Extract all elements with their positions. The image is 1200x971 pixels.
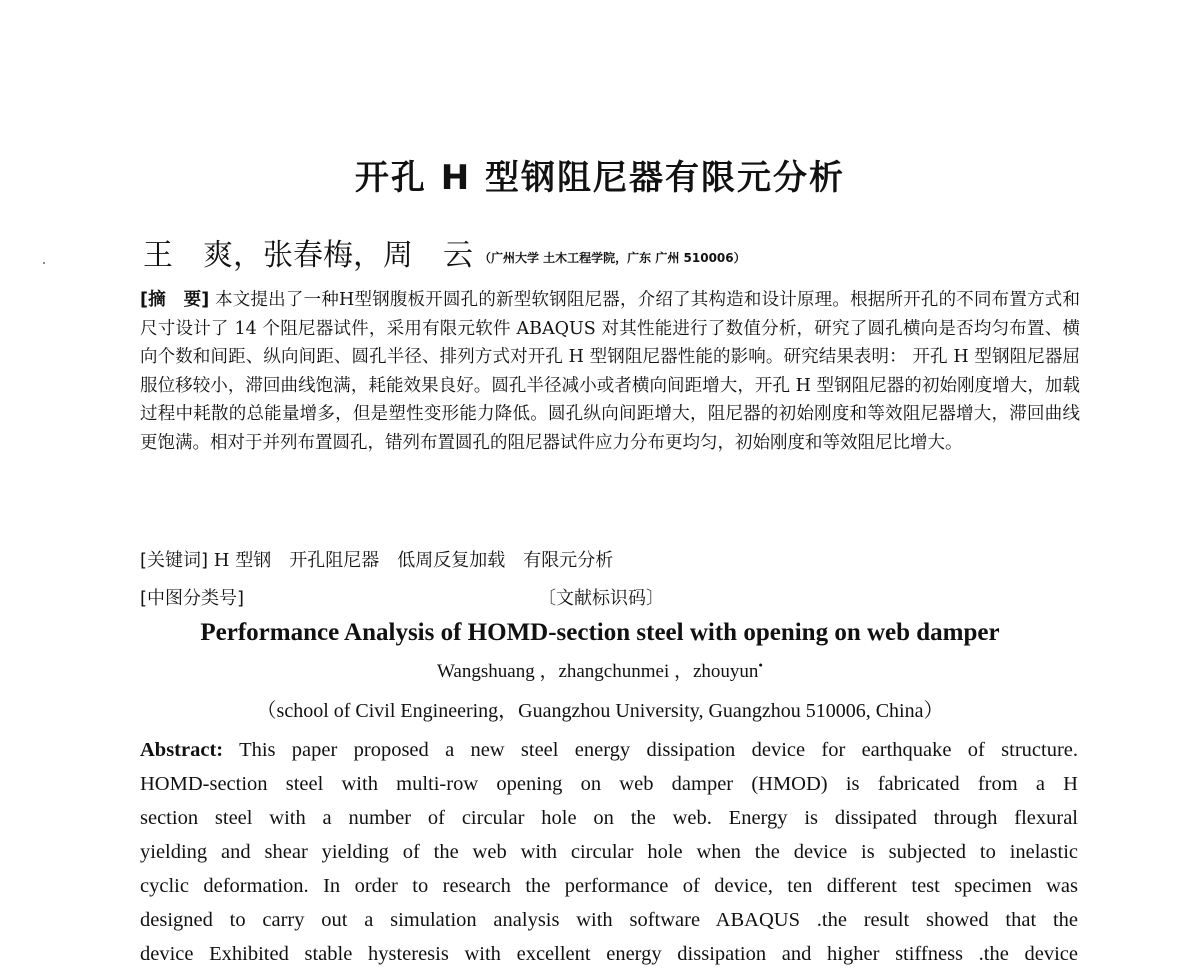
english-affiliation: （school of Civil Engineering，Guangzhou University, Guangzhou 510006, China）	[256, 700, 944, 722]
english-abstract-label: Abstract:	[140, 739, 224, 761]
english-title: Performance Analysis of HOMD-section steel with opening on web damper	[200, 619, 1000, 646]
classification-line	[140, 584, 1080, 614]
english-abstract	[140, 733, 1078, 971]
chinese-abstract-text: 本文提出了一种H型钢腹板开圆孔的新型软钢阻尼器，介绍了其构造和设计原理。根据所开孔的不同布置方式和尺寸设计了 14 个阻尼器试件，采用有限元软件 ABAQUS 对其性能进行了数值分析，研究了圆孔横向是否均匀布置、横向个数和间距、纵向间距、圆孔半径、排列方式对开孔 H 型钢阻尼器性能的影响。研究结果表明： 开孔 H 型钢阻尼器屈服位移较小，滞回曲线饱满，耗能效果良好。圆孔半径减小或者横向间距增大，开孔 H 型钢阻尼器的初始刚度增大，加载过程中耗散的总能量增多，但是塑性变形能力降低。圆孔纵向间距增大，阻尼器的初始刚度和等效阻尼器增大，滞回曲线更饱满。相对于并列布置圆孔，错列布置圆孔的阻尼器试件应力分布更均匀，初始刚度和等效阻尼比增大。	[140, 290, 1080, 453]
english-abstract-line: section steel with a number of circular hole on the web. Energy is dissipated through flexural	[140, 807, 1078, 829]
classification-label: [中图分类号]	[140, 588, 245, 609]
english-abstract-line: designed to carry out a simulation analysis with software ABAQUS .the result showed that the	[140, 909, 1078, 931]
corresponding-author-mark: •	[758, 657, 763, 673]
english-authors: Wangshuang ，zhangchunmei ，zhouyun	[437, 661, 759, 682]
english-abstract-line: device Exhibited stable hysteresis with excellent energy dissipation and higher stiffness .the device	[140, 943, 1078, 965]
chinese-abstract	[140, 286, 1080, 458]
english-abstract-line: cyclic deformation. In order to research the performance of device, ten different test specimen was	[140, 875, 1078, 897]
chinese-authors: 王 爽，张春梅，周 云	[143, 238, 473, 273]
chinese-title: 开孔 H 型钢阻尼器有限元分析	[354, 158, 846, 198]
scan-artifact-dot	[43, 262, 45, 264]
english-authors-line	[0, 656, 1200, 683]
keywords: H 型钢 开孔阻尼器 低周反复加载 有限元分析	[213, 550, 614, 571]
english-abstract-line: yielding and shear yielding of the web with circular hole when the device is subjected to inelastic	[140, 841, 1078, 863]
document-code-label: 〔文献标识码〕	[538, 588, 664, 609]
english-abstract-line	[140, 733, 1078, 767]
keywords-label: [关键词]	[140, 550, 209, 571]
chinese-abstract-label: [摘 要]	[140, 290, 210, 310]
chinese-keywords-line	[140, 546, 613, 572]
chinese-authors-line	[143, 230, 746, 274]
english-abstract-line: HOMD-section steel with multi-row opening on web damper (HMOD) is fabricated from a H	[140, 773, 1078, 795]
chinese-affiliation: （广州大学 土木工程学院，广东 广州 510006）	[479, 251, 746, 265]
english-abstract-text: This paper proposed a new steel energy dissipation device for earthquake of structure.	[239, 739, 1078, 761]
